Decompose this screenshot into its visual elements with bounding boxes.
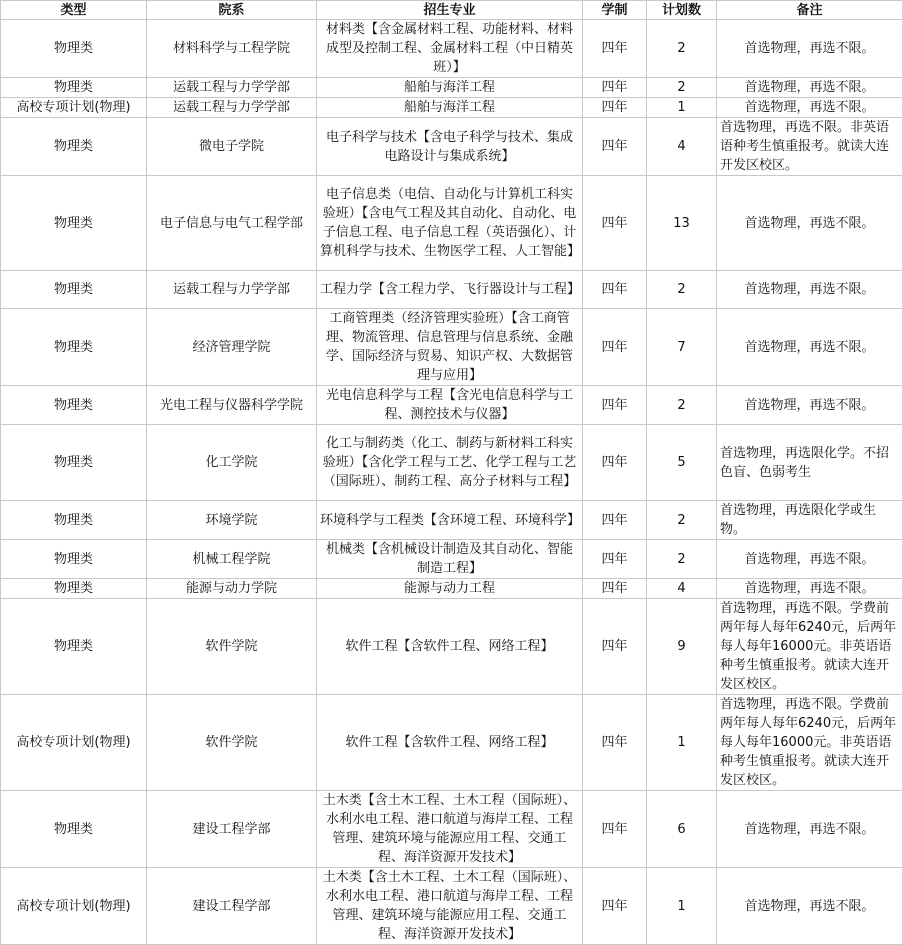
table-row: [1, 579, 902, 599]
cell-major: 机械类【含机械设计制造及其自动化、智能制造工程】: [317, 540, 583, 579]
cell-plan: 4: [647, 118, 717, 176]
cell-note: 首选物理，再选不限。: [717, 78, 902, 98]
table-row: [1, 540, 902, 579]
cell-type: 高校专项计划(物理): [1, 98, 147, 118]
cell-major: 船舶与海洋工程: [317, 98, 583, 118]
cell-note: 首选物理，再选不限。: [717, 271, 902, 309]
cell-type: 高校专项计划(物理): [1, 868, 147, 945]
cell-type: 物理类: [1, 118, 147, 176]
table-row: [1, 791, 902, 868]
cell-plan: 2: [647, 501, 717, 540]
cell-note: 首选物理，再选不限。: [717, 386, 902, 425]
cell-years: 四年: [583, 599, 647, 695]
cell-dept: 光电工程与仪器科学学院: [147, 386, 317, 425]
cell-major: 光电信息科学与工程【含光电信息科学与工程、测控技术与仪器】: [317, 386, 583, 425]
cell-plan: 7: [647, 309, 717, 386]
table-header: [1, 1, 902, 20]
cell-years: 四年: [583, 176, 647, 271]
cell-type: 物理类: [1, 271, 147, 309]
cell-plan: 9: [647, 599, 717, 695]
cell-type: 物理类: [1, 78, 147, 98]
cell-type: 物理类: [1, 425, 147, 501]
cell-years: 四年: [583, 425, 647, 501]
cell-note: 首选物理，再选不限。: [717, 868, 902, 945]
table-row: [1, 599, 902, 695]
cell-dept: 运载工程与力学学部: [147, 271, 317, 309]
cell-years: 四年: [583, 386, 647, 425]
table-row: [1, 386, 902, 425]
cell-years: 四年: [583, 118, 647, 176]
cell-dept: 微电子学院: [147, 118, 317, 176]
cell-plan: 5: [647, 425, 717, 501]
cell-dept: 建设工程学部: [147, 868, 317, 945]
header-type: 类型: [1, 1, 147, 20]
cell-dept: 建设工程学部: [147, 791, 317, 868]
table-row: [1, 78, 902, 98]
header-dept: 院系: [147, 1, 317, 20]
table-row: [1, 271, 902, 309]
cell-note: 首选物理，再选不限。: [717, 20, 902, 78]
cell-dept: 运载工程与力学学部: [147, 98, 317, 118]
cell-note: 首选物理，再选不限。: [717, 98, 902, 118]
cell-major: 环境科学与工程类【含环境工程、环境科学】: [317, 501, 583, 540]
cell-type: 物理类: [1, 599, 147, 695]
cell-years: 四年: [583, 868, 647, 945]
cell-type: 物理类: [1, 501, 147, 540]
cell-plan: 2: [647, 271, 717, 309]
cell-major: 工程力学【含工程力学、飞行器设计与工程】: [317, 271, 583, 309]
cell-years: 四年: [583, 695, 647, 791]
cell-dept: 能源与动力学院: [147, 579, 317, 599]
cell-type: 物理类: [1, 791, 147, 868]
cell-major: 船舶与海洋工程: [317, 78, 583, 98]
cell-major: 能源与动力工程: [317, 579, 583, 599]
table-row: [1, 425, 902, 501]
cell-type: 物理类: [1, 540, 147, 579]
cell-type: 物理类: [1, 176, 147, 271]
cell-type: 物理类: [1, 20, 147, 78]
cell-note: 首选物理，再选不限。: [717, 540, 902, 579]
cell-note: 首选物理，再选限化学。不招色盲、色弱考生: [717, 425, 902, 501]
cell-note: 首选物理，再选不限。学费前两年每人每年6240元，后两年每人每年16000元。非英语语种考生慎重报考。就读大连开发区校区。: [717, 695, 902, 791]
table-row: [1, 309, 902, 386]
table-row: [1, 501, 902, 540]
cell-years: 四年: [583, 791, 647, 868]
table-row: [1, 118, 902, 176]
cell-plan: 1: [647, 98, 717, 118]
cell-note: 首选物理，再选不限。: [717, 309, 902, 386]
header-plan: 计划数: [647, 1, 717, 20]
cell-note: 首选物理，再选不限。: [717, 176, 902, 271]
cell-note: 首选物理，再选不限。学费前两年每人每年6240元，后两年每人每年16000元。非英语语种考生慎重报考。就读大连开发区校区。: [717, 599, 902, 695]
cell-major: 工商管理类（经济管理实验班）【含工商管理、物流管理、信息管理与信息系统、金融学、国际经济与贸易、知识产权、大数据管理与应用】: [317, 309, 583, 386]
cell-major: 土木类【含土木工程、土木工程（国际班）、水利水电工程、港口航道与海岸工程、工程管理、建筑环境与能源应用工程、交通工程、海洋资源开发技术】: [317, 791, 583, 868]
cell-dept: 机械工程学院: [147, 540, 317, 579]
cell-dept: 材料科学与工程学院: [147, 20, 317, 78]
cell-years: 四年: [583, 501, 647, 540]
cell-type: 物理类: [1, 579, 147, 599]
cell-type: 高校专项计划(物理): [1, 695, 147, 791]
cell-major: 电子科学与技术【含电子科学与技术、集成电路设计与集成系统】: [317, 118, 583, 176]
cell-type: 物理类: [1, 386, 147, 425]
header-major: 招生专业: [317, 1, 583, 20]
cell-dept: 软件学院: [147, 599, 317, 695]
table-row: [1, 20, 902, 78]
table-body: [1, 20, 902, 945]
cell-years: 四年: [583, 78, 647, 98]
header-years: 学制: [583, 1, 647, 20]
cell-major: 材料类【含金属材料工程、功能材料、材料成型及控制工程、金属材料工程（中日精英班）】: [317, 20, 583, 78]
cell-major: 软件工程【含软件工程、网络工程】: [317, 599, 583, 695]
cell-dept: 经济管理学院: [147, 309, 317, 386]
cell-plan: 1: [647, 868, 717, 945]
cell-years: 四年: [583, 579, 647, 599]
cell-plan: 1: [647, 695, 717, 791]
cell-dept: 软件学院: [147, 695, 317, 791]
cell-major: 软件工程【含软件工程、网络工程】: [317, 695, 583, 791]
cell-plan: 2: [647, 540, 717, 579]
cell-dept: 电子信息与电气工程学部: [147, 176, 317, 271]
cell-plan: 2: [647, 20, 717, 78]
cell-years: 四年: [583, 98, 647, 118]
cell-plan: 13: [647, 176, 717, 271]
cell-plan: 2: [647, 386, 717, 425]
cell-years: 四年: [583, 540, 647, 579]
header-note: 备注: [717, 1, 902, 20]
table-row: [1, 868, 902, 945]
cell-major: 电子信息类（电信、自动化与计算机工科实验班）【含电气工程及其自动化、自动化、电子信息工程、电子信息工程（英语强化）、计算机科学与技术、生物医学工程、人工智能】: [317, 176, 583, 271]
cell-major: 土木类【含土木工程、土木工程（国际班）、水利水电工程、港口航道与海岸工程、工程管理、建筑环境与能源应用工程、交通工程、海洋资源开发技术】: [317, 868, 583, 945]
cell-note: 首选物理，再选不限。非英语语种考生慎重报考。就读大连开发区校区。: [717, 118, 902, 176]
table-row: [1, 98, 902, 118]
cell-major: 化工与制药类（化工、制药与新材料工科实验班）【含化学工程与工艺、化学工程与工艺（国际班）、制药工程、高分子材料与工程】: [317, 425, 583, 501]
cell-note: 首选物理，再选不限。: [717, 791, 902, 868]
cell-dept: 化工学院: [147, 425, 317, 501]
cell-type: 物理类: [1, 309, 147, 386]
cell-dept: 环境学院: [147, 501, 317, 540]
header-row: [1, 1, 902, 20]
cell-plan: 2: [647, 78, 717, 98]
cell-plan: 6: [647, 791, 717, 868]
cell-years: 四年: [583, 309, 647, 386]
cell-note: 首选物理，再选限化学或生物。: [717, 501, 902, 540]
table-row: [1, 176, 902, 271]
cell-years: 四年: [583, 20, 647, 78]
cell-note: 首选物理，再选不限。: [717, 579, 902, 599]
cell-dept: 运载工程与力学学部: [147, 78, 317, 98]
cell-years: 四年: [583, 271, 647, 309]
cell-plan: 4: [647, 579, 717, 599]
table-row: [1, 695, 902, 791]
